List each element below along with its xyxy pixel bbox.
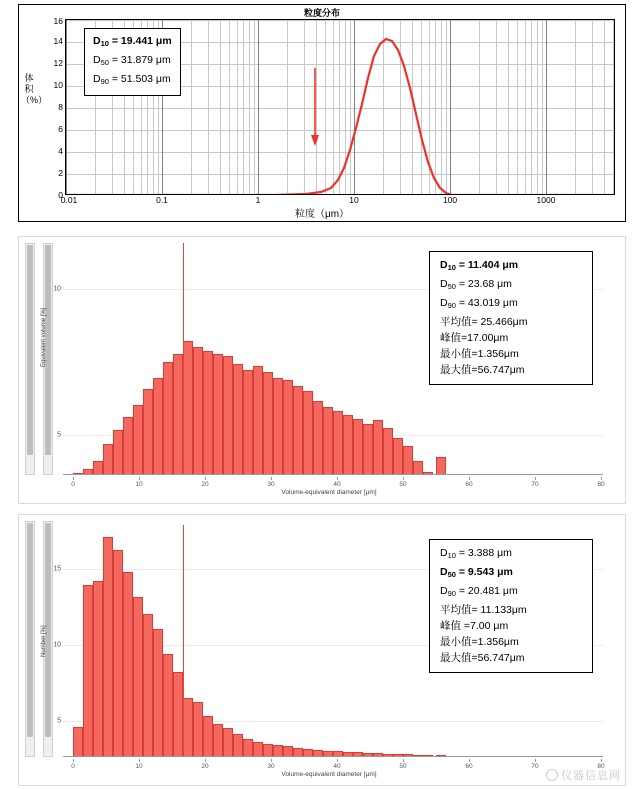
x-tick: 40 (333, 763, 341, 770)
watermark-text: 仪器信息网 (561, 770, 621, 782)
x-tick: 60 (465, 763, 473, 770)
x-tick: 30 (267, 763, 275, 770)
histogram-bar (183, 341, 193, 475)
y-tick: 10 (53, 80, 63, 90)
histogram-bar (253, 366, 263, 475)
stat-d90: $D_{90} = 20.481$ μm (440, 585, 518, 598)
histogram-bar (343, 415, 353, 475)
histogram-bar (293, 386, 303, 475)
y-tick: 5 (57, 717, 61, 725)
panel3-y-axis-label: Number [%] (41, 625, 47, 657)
median-marker-line (183, 525, 184, 757)
histogram-bar (133, 597, 143, 757)
stat-mean: 平均值= 25.466μm (440, 316, 528, 328)
particle-size-distribution-panel (18, 4, 626, 222)
histogram-bar (163, 654, 173, 757)
histogram-bar (193, 347, 203, 475)
x-tick: 1 (255, 195, 261, 205)
histogram-bar (363, 424, 373, 475)
x-tick: 30 (267, 481, 275, 488)
histogram-bar (223, 728, 233, 757)
panel3-stats-box (429, 539, 593, 673)
histogram-bar (403, 446, 413, 475)
histogram-bar (193, 702, 203, 757)
histogram-bar (83, 585, 93, 757)
histogram-bar (103, 444, 113, 475)
stat-min: 最小值=1.356μm (440, 348, 519, 360)
histogram-bar (203, 716, 213, 757)
y-tick: 15 (53, 565, 61, 573)
histogram-bar (303, 391, 313, 475)
histogram-bar (153, 378, 163, 475)
histogram-bar (113, 550, 123, 757)
x-tick: 10 (135, 481, 143, 488)
x-tick: 50 (399, 481, 407, 488)
histogram-bar (213, 354, 223, 475)
x-tick: 60 (465, 481, 473, 488)
histogram-bar (123, 417, 133, 475)
histogram-bar (173, 672, 183, 757)
stat-min: 最小值=1.356μm (440, 636, 519, 648)
histogram-bar (213, 724, 223, 757)
histogram-bar (413, 461, 423, 475)
histogram-bar (383, 428, 393, 475)
histogram-bar (163, 362, 173, 475)
histogram-bar (233, 364, 243, 475)
x-tick: 0.01 (60, 195, 78, 205)
panel1-y-axis-label: 体积（%） (21, 73, 48, 105)
histogram-bar (173, 354, 183, 475)
panel2-x-ticks (63, 477, 603, 489)
x-tick: 100 (442, 195, 458, 205)
x-tick: 70 (531, 763, 539, 770)
x-tick: 0 (71, 481, 75, 488)
stat-max: 最大值=56.747μm (440, 652, 525, 664)
x-tick: 80 (597, 763, 605, 770)
scroll-thumb[interactable] (27, 523, 33, 737)
x-tick: 20 (201, 481, 209, 488)
histogram-bar (253, 742, 263, 757)
histogram-bar (393, 438, 403, 475)
histogram-bar (373, 420, 383, 475)
panel1-x-axis-label: 粒度（μm） (294, 209, 350, 220)
histogram-bar (203, 351, 213, 475)
y-tick: 4 (58, 146, 63, 156)
stat-d50: $D_{50} = 31.879$ μm (93, 54, 171, 67)
panel1-title: 粒度分布 (303, 8, 340, 18)
histogram-bar (273, 378, 283, 475)
panel2-y-axis-label: Equivalent volume [%] (41, 307, 47, 367)
stat-d10: $D_{10} = 19.441$ μm (93, 35, 172, 48)
stat-max: 最大值=56.747μm (440, 364, 525, 376)
y-tick: 12 (53, 58, 63, 68)
x-axis-line (63, 474, 603, 475)
histogram-bar (133, 405, 143, 475)
number-distribution-panel (18, 514, 626, 786)
y-tick: 10 (53, 285, 61, 293)
panel1-stats-box (84, 28, 181, 96)
panel2-scrollbar-outer[interactable] (25, 243, 35, 475)
stat-mode: 峰值 =7.00 μm (440, 620, 509, 632)
histogram-bar (123, 572, 133, 757)
stat-d90: $D_{90} = 43.019$ μm (440, 297, 518, 310)
histogram-bar (263, 372, 273, 475)
panel3-x-ticks (63, 759, 603, 771)
x-tick: 10 (135, 763, 143, 770)
histogram-bar (113, 430, 123, 475)
histogram-bar (93, 461, 103, 475)
y-tick: 2 (58, 168, 63, 178)
panel1-plot-area (65, 19, 615, 195)
histogram-bar (153, 629, 163, 757)
y-tick: 16 (53, 16, 63, 26)
watermark-logo-icon (546, 769, 558, 781)
panel3-x-axis-label: Volume-equivalent diameter [µm] (281, 771, 377, 778)
histogram-bar (243, 739, 253, 757)
histogram-bar (143, 389, 153, 475)
histogram-bar (73, 727, 83, 757)
histogram-bar (103, 537, 113, 757)
x-tick: 50 (399, 763, 407, 770)
histogram-bar (436, 457, 446, 475)
histogram-bar (323, 407, 333, 475)
panel2-x-axis-label: Volume-equivalent diameter [µm] (281, 489, 377, 496)
volume-distribution-panel (18, 236, 626, 504)
histogram-bar (223, 356, 233, 475)
histogram-bar (283, 380, 293, 475)
x-tick: 0 (71, 763, 75, 770)
stat-d10: $D_{10} = 3.388$ μm (440, 547, 512, 560)
y-tick: 5 (57, 431, 61, 439)
y-tick: 8 (58, 102, 63, 112)
x-tick: 80 (597, 481, 605, 488)
histogram-bar (93, 581, 103, 757)
y-tick: 0 (58, 190, 63, 200)
y-tick: 10 (53, 641, 61, 649)
stat-d10: $D_{10} = 11.404$ μm (440, 259, 519, 272)
x-tick: 20 (201, 763, 209, 770)
stat-d50: $D_{50} = 9.543$ μm (440, 566, 513, 579)
histogram-bar (233, 734, 243, 757)
histogram-bar (183, 698, 193, 757)
histogram-bar (313, 401, 323, 475)
stat-d90: $D_{90} = 51.503$ μm (93, 73, 171, 86)
y-tick: 6 (58, 124, 63, 134)
stat-d50: $D_{50} = 23.68$ μm (440, 278, 512, 291)
x-tick: 0.1 (156, 195, 168, 205)
watermark (546, 767, 621, 783)
histogram-bar (333, 411, 343, 475)
x-axis-line (63, 756, 603, 757)
stat-mean: 平均值= 11.133μm (440, 604, 527, 616)
panel1-y-ticks (33, 16, 63, 200)
panel3-scrollbar-outer[interactable] (25, 521, 35, 757)
histogram-bar (353, 419, 363, 475)
x-tick: 40 (333, 481, 341, 488)
x-tick: 10 (349, 195, 359, 205)
d10-marker-arrow (309, 68, 321, 146)
x-tick: 1000 (536, 195, 556, 205)
x-tick: 70 (531, 481, 539, 488)
panel2-stats-box (429, 251, 593, 385)
stat-mode: 峰值=17.00μm (440, 332, 509, 344)
y-tick: 14 (53, 36, 63, 46)
histogram-bar (143, 614, 153, 757)
median-marker-line (183, 243, 184, 475)
histogram-bar (243, 370, 253, 475)
scroll-thumb[interactable] (27, 245, 33, 455)
